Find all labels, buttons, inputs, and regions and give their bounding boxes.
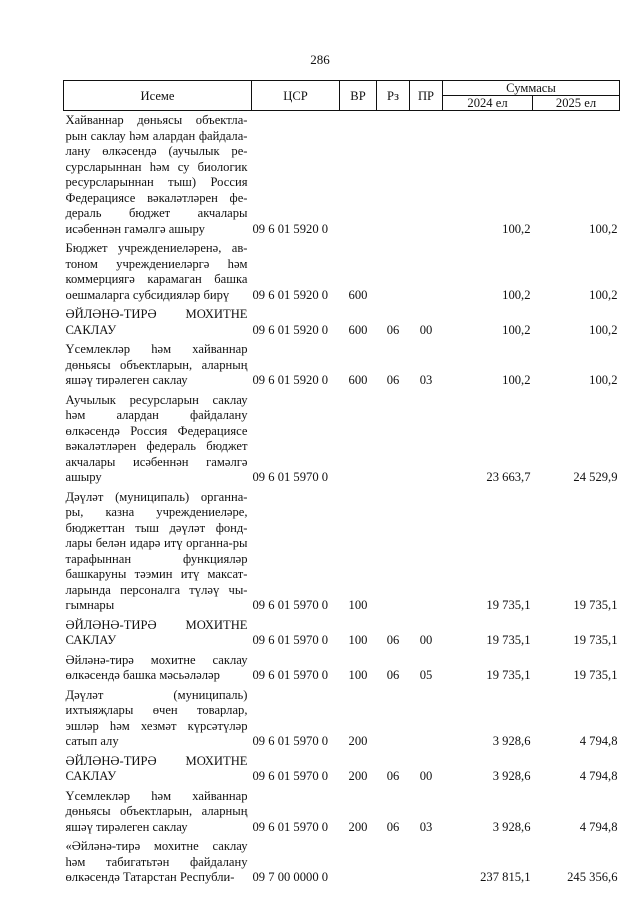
row-csr: 09 6 01 5920 0 <box>252 322 329 337</box>
row-rz <box>377 111 410 240</box>
row-csr: 09 6 01 5970 0 <box>252 633 329 647</box>
row-sum-2025: 4 794,8 <box>579 769 618 783</box>
row-pr: 00 <box>419 322 433 337</box>
row-pr: 00 <box>419 769 433 783</box>
row-pr <box>410 686 443 752</box>
row-sum-2025: 100,2 <box>589 373 618 387</box>
row-pr: 03 <box>419 373 433 387</box>
row-name: Дәүләт (муниципаль) органна-ры, казна учреждениеләре, бюджеттан тыш дәүләт фонд-лары белән идарә итү органна-ры тарафыннан функцияләр башкаруны тәэмин итү максат-ларында персоналга түләү чы-гымнары <box>65 489 248 612</box>
row-vr: 100 <box>348 633 368 647</box>
row-sum-2025: 19 735,1 <box>573 633 618 647</box>
table-row <box>64 305 620 340</box>
row-sum-2025: 4 794,8 <box>579 819 618 834</box>
header-sums: Суммасы <box>443 81 620 96</box>
row-pr: 00 <box>419 633 433 647</box>
header-year-2024: 2024 ел <box>443 96 533 111</box>
header-rz: Рз <box>377 81 410 111</box>
row-sum-2024: 19 735,1 <box>486 633 531 647</box>
table-row <box>64 651 620 686</box>
row-rz: 06 <box>386 819 400 834</box>
row-vr: 200 <box>348 819 368 834</box>
row-name: Бюджет учреждениеләренә, ав-тоном учреждениеләргә һәм коммерциягә карамаган башка оешмаларга субсидияләр бирү <box>65 241 248 302</box>
row-vr: 600 <box>348 322 368 337</box>
row-sum-2025: 19 735,1 <box>573 598 618 612</box>
row-pr <box>410 111 443 240</box>
table-row <box>64 616 620 651</box>
row-rz: 06 <box>386 668 400 682</box>
table-row <box>64 111 620 240</box>
row-sum-2024: 19 735,1 <box>486 598 531 612</box>
row-vr <box>340 111 377 240</box>
row-sum-2025: 4 794,8 <box>579 734 618 748</box>
row-vr <box>340 837 377 888</box>
row-sum-2025: 100,2 <box>589 322 618 337</box>
row-csr: 09 6 01 5920 0 <box>252 287 329 302</box>
row-sum-2025: 100,2 <box>589 287 618 302</box>
row-pr <box>410 837 443 888</box>
table-header <box>64 81 620 111</box>
row-rz <box>377 686 410 752</box>
row-sum-2024: 100,2 <box>502 287 531 302</box>
budget-table <box>63 80 620 888</box>
header-pr: ПР <box>410 81 443 111</box>
row-pr <box>410 391 443 488</box>
row-sum-2024: 3 928,6 <box>492 769 531 783</box>
row-name: Үсемлекләр һәм хайваннар дөньясы объектларын, аларның яшәү тирәлеген саклау <box>65 342 248 387</box>
header-csr: ЦСР <box>252 81 340 111</box>
row-name: Аучылык ресурсларын саклау һәм алардан файдалану өлкәсендә Россия Федерациясе вәкаләтләрен федераль бюджет акчалары исәбеннән гамәлгә ашыру <box>65 392 248 484</box>
row-csr: 09 6 01 5970 0 <box>252 769 329 783</box>
row-rz: 06 <box>386 322 400 337</box>
row-name: Әйләнә-тирә мохитне саклау өлкәсендә башка мәсьәләләр <box>65 652 248 682</box>
row-name: «Әйләнә-тирә мохитне саклау һәм табигатьтән файдалану өлкәсендә Татарстан Республи- <box>65 839 248 884</box>
row-sum-2025: 19 735,1 <box>573 668 618 682</box>
row-rz <box>377 488 410 616</box>
header-year-2025: 2025 ел <box>533 96 620 111</box>
table-row <box>64 752 620 787</box>
table-row <box>64 686 620 752</box>
row-rz: 06 <box>386 373 400 387</box>
header-name: Исеме <box>64 81 252 111</box>
row-pr <box>410 488 443 616</box>
page-number: 286 <box>310 52 330 67</box>
row-pr: 05 <box>419 668 433 682</box>
row-sum-2024: 100,2 <box>502 373 531 387</box>
row-sum-2025: 245 356,6 <box>567 870 618 884</box>
row-csr: 09 6 01 5970 0 <box>252 598 329 612</box>
row-rz: 06 <box>386 633 400 647</box>
row-vr: 200 <box>348 769 368 783</box>
table-body <box>64 111 620 888</box>
row-vr <box>340 391 377 488</box>
row-vr: 100 <box>348 668 368 682</box>
row-csr: 09 6 01 5970 0 <box>252 668 329 682</box>
row-vr: 600 <box>348 373 368 387</box>
row-sum-2025: 100,2 <box>589 221 618 236</box>
row-rz <box>377 391 410 488</box>
row-sum-2024: 3 928,6 <box>492 734 531 748</box>
row-sum-2024: 3 928,6 <box>492 819 531 834</box>
row-rz <box>377 837 410 888</box>
row-name: Дәүләт (муниципаль) ихтыяҗлары өчен товарлар, эшләр һәм хезмәт күрсәтүләр сатып алу <box>65 687 248 748</box>
table-row <box>64 837 620 888</box>
row-name: Үсемлекләр һәм хайваннар дөньясы объектларын, аларның яшәү тирәлеген саклау <box>65 788 248 834</box>
row-name: ӘЙЛӘНӘ-ТИРӘ МОХИТНЕ САКЛАУ <box>65 307 248 337</box>
row-csr: 09 6 01 5970 0 <box>252 470 329 484</box>
row-rz <box>377 239 410 305</box>
row-pr: 03 <box>419 819 433 834</box>
row-pr <box>410 239 443 305</box>
row-name: ӘЙЛӘНӘ-ТИРӘ МОХИТНЕ САКЛАУ <box>65 617 248 647</box>
row-sum-2024: 19 735,1 <box>486 668 531 682</box>
row-sum-2024: 100,2 <box>502 221 531 236</box>
row-csr: 09 6 01 5970 0 <box>252 734 329 748</box>
row-vr: 100 <box>348 598 368 612</box>
row-csr: 09 6 01 5920 0 <box>252 221 329 236</box>
table-row <box>64 340 620 391</box>
row-csr: 09 6 01 5970 0 <box>252 819 329 834</box>
row-rz: 06 <box>386 769 400 783</box>
row-vr: 200 <box>348 734 368 748</box>
row-sum-2024: 237 815,1 <box>480 870 531 884</box>
row-sum-2024: 100,2 <box>502 322 531 337</box>
row-name: Хайваннар дөньясы объектла-рын саклау һәм алардан файдала-лану өлкәсендә (аучылык ре-сурсларыннан һәм су биологик ресурсларыннан тыш) Россия Федерациясе вәкаләтләрен фе-дераль бюджет акчалары исәбеннән гамәлгә ашыру <box>65 113 248 236</box>
table-row <box>64 239 620 305</box>
row-vr: 600 <box>348 287 368 302</box>
row-sum-2024: 23 663,7 <box>486 470 531 484</box>
row-name: ӘЙЛӘНӘ-ТИРӘ МОХИТНЕ САКЛАУ <box>65 753 248 783</box>
row-sum-2025: 24 529,9 <box>573 470 618 484</box>
table-row <box>64 787 620 838</box>
row-csr: 09 7 00 0000 0 <box>252 870 329 884</box>
row-csr: 09 6 01 5920 0 <box>252 373 329 387</box>
table-row <box>64 391 620 488</box>
table-row <box>64 488 620 616</box>
header-vr: ВР <box>340 81 377 111</box>
